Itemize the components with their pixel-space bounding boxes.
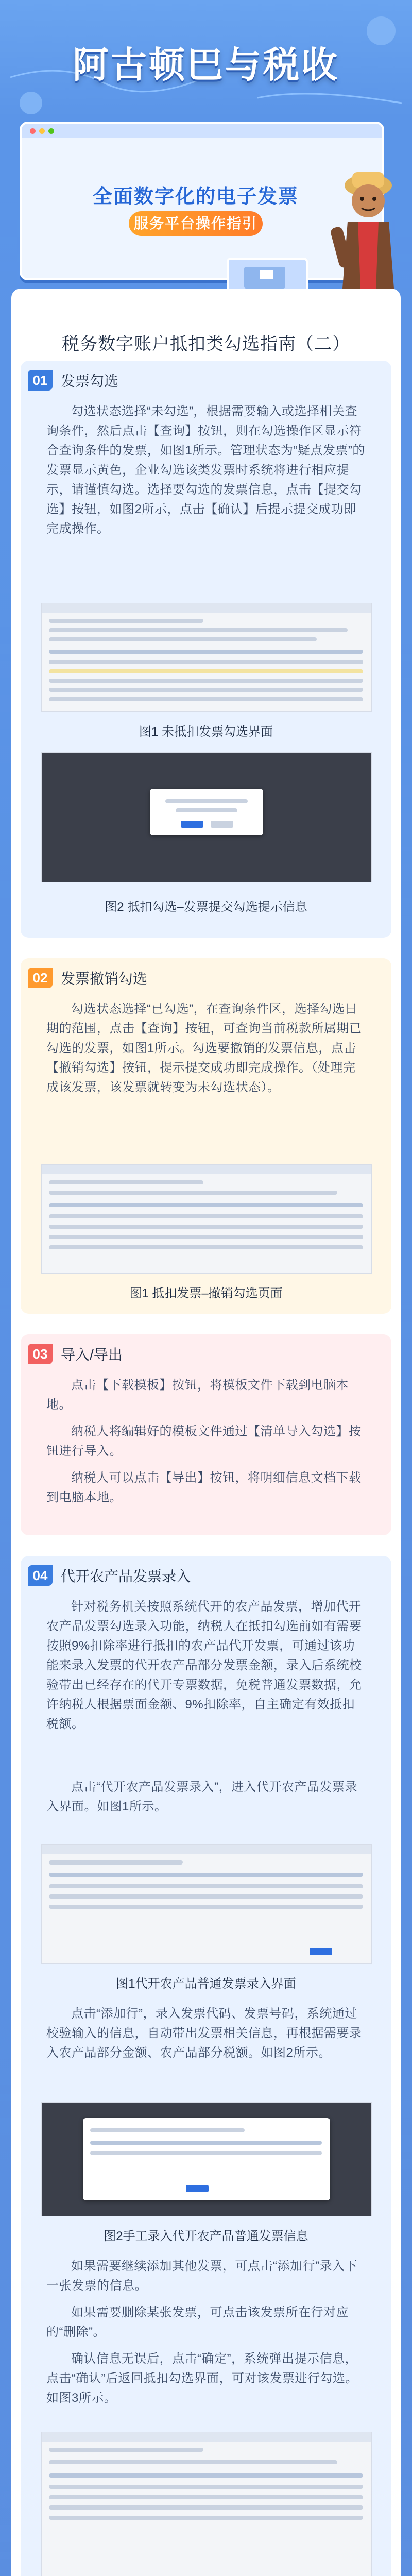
section-paragraph: 纳税人可以点击【导出】按钮，将明细信息文档下载到电脑本地。 bbox=[46, 1471, 362, 1504]
section-header bbox=[28, 1342, 123, 1366]
screenshot-submit-dialog bbox=[41, 752, 372, 882]
section-paragraph: 确认信息无误后，点击“确定”，系统弹出提示信息，点击“确认”后返回抵扣勾选界面，可对该发票进行勾选。如图3所示。 bbox=[46, 2352, 358, 2405]
section-header bbox=[28, 368, 118, 393]
section-paragraph: 如果需要删除某张发票，可点击该发票所在行对应的“删除”。 bbox=[46, 2306, 349, 2339]
article-title: 税务数字账户抵扣类勾选指南（二） bbox=[62, 334, 350, 354]
section-paragraph: 针对税务机关按照系统代开的农产品发票，增加代开农产品发票勾选录入功能，纳税人在抵扣勾选前如有需要按照9%扣除率进行抵扣的农产品代开发票，可通过该功能来录入发票的代开农产品部分发票金额，录入后系统校验带出已经存在的代开专票数据，免税普通发票数据，允许纳税人根据票面金额、9%扣除率，自主确定有效抵扣税额。 bbox=[46, 1600, 362, 1731]
section-paragraph: 点击“添加行”，录入发票代码、发票号码，系统通过校验输入的信息，自动带出发票相关信息，再根据需要录入农产品部分金额、农产品部分税额。如图2所示。 bbox=[46, 2007, 362, 2060]
window-dot-icon bbox=[39, 128, 45, 134]
hero-subtitle: 全面数字化的电子发票 bbox=[92, 186, 299, 208]
section-paragraph: 点击“代开农产品发票录入”，进入代开农产品发票录入界面。如图1所示。 bbox=[46, 1780, 357, 1814]
screenshot-manual-entry bbox=[41, 2102, 372, 2216]
section-agri-invoice bbox=[21, 1556, 391, 2576]
hero-title: 阿古顿巴与税收 bbox=[73, 45, 339, 85]
section-paragraph: 点击【下载模板】按钮，将模板文件下载到电脑本地。 bbox=[46, 1378, 349, 1412]
section-title: 发票勾选 bbox=[61, 373, 119, 389]
board-titlebar bbox=[22, 124, 382, 138]
section-number: 04 bbox=[28, 1565, 53, 1586]
figure-caption: 图2 抵扣勾选–发票提交勾选提示信息 bbox=[105, 900, 307, 914]
screenshot-cancel-page bbox=[41, 1164, 372, 1274]
section-paragraph: 勾选状态选择“未勾选”，根据需要输入或选择相关查询条件，然后点击【查询】按钮，则在勾选操作区显示符合查询条件的发票，如图1所示。管理状态为“疑点发票”的发票显示黄色，企业勾选该类发票时系统将进行相应提示，请谨慎勾选。选择要勾选的发票信息，点击【提交勾选】按钮，如图2所示，点击【确认】后提示提交成功即完成操作。 bbox=[46, 404, 365, 536]
figure-caption: 图2手工录入代开农产品普通发票信息 bbox=[104, 2229, 308, 2243]
section-paragraph: 纳税人将编辑好的模板文件通过【清单导入勾选】按钮进行导入。 bbox=[46, 1425, 362, 1458]
section-import-export bbox=[21, 1334, 391, 1535]
window-dot-icon bbox=[30, 128, 36, 134]
section-paragraph: 如果需要继续添加其他发票，可点击“添加行”录入下一张发票的信息。 bbox=[46, 2259, 357, 2293]
section-number: 01 bbox=[28, 370, 53, 391]
window-dot-icon bbox=[48, 128, 54, 134]
section-cancel-check bbox=[21, 958, 391, 1314]
section-number: 02 bbox=[28, 968, 53, 988]
section-title: 导入/导出 bbox=[61, 1347, 123, 1363]
hero-banner bbox=[0, 0, 412, 289]
section-header bbox=[28, 1563, 191, 1588]
figure-caption: 图1代开农产品普通发票录入界面 bbox=[116, 1977, 296, 1991]
screenshot-check-result bbox=[41, 2432, 372, 2576]
hero-badge: 服务平台操作指引 bbox=[129, 211, 263, 236]
screenshot-agri-entry bbox=[41, 1844, 372, 1964]
section-invoice-check bbox=[21, 361, 391, 938]
screenshot-check-page bbox=[41, 603, 372, 712]
figure-caption: 图1 未抵扣发票勾选界面 bbox=[139, 725, 273, 739]
section-title: 代开农产品发票录入 bbox=[61, 1568, 191, 1584]
section-title: 发票撤销勾选 bbox=[61, 971, 148, 987]
section-header bbox=[28, 965, 147, 990]
section-paragraph: 勾选状态选择“已勾选”，在查询条件区，选择勾选日期的范围，点击【查询】按钮，可查询当前税款所属期已勾选的发票，如图1所示。勾选要撤销的发票信息，点击【撤销勾选】按钮，提示提交成功即完成操作。（处理完成该发票，该发票就转变为未勾选状态）。 bbox=[46, 1002, 362, 1094]
section-number: 03 bbox=[28, 1344, 53, 1364]
figure-caption: 图1 抵扣发票–撤销勾选页面 bbox=[129, 1286, 283, 1300]
